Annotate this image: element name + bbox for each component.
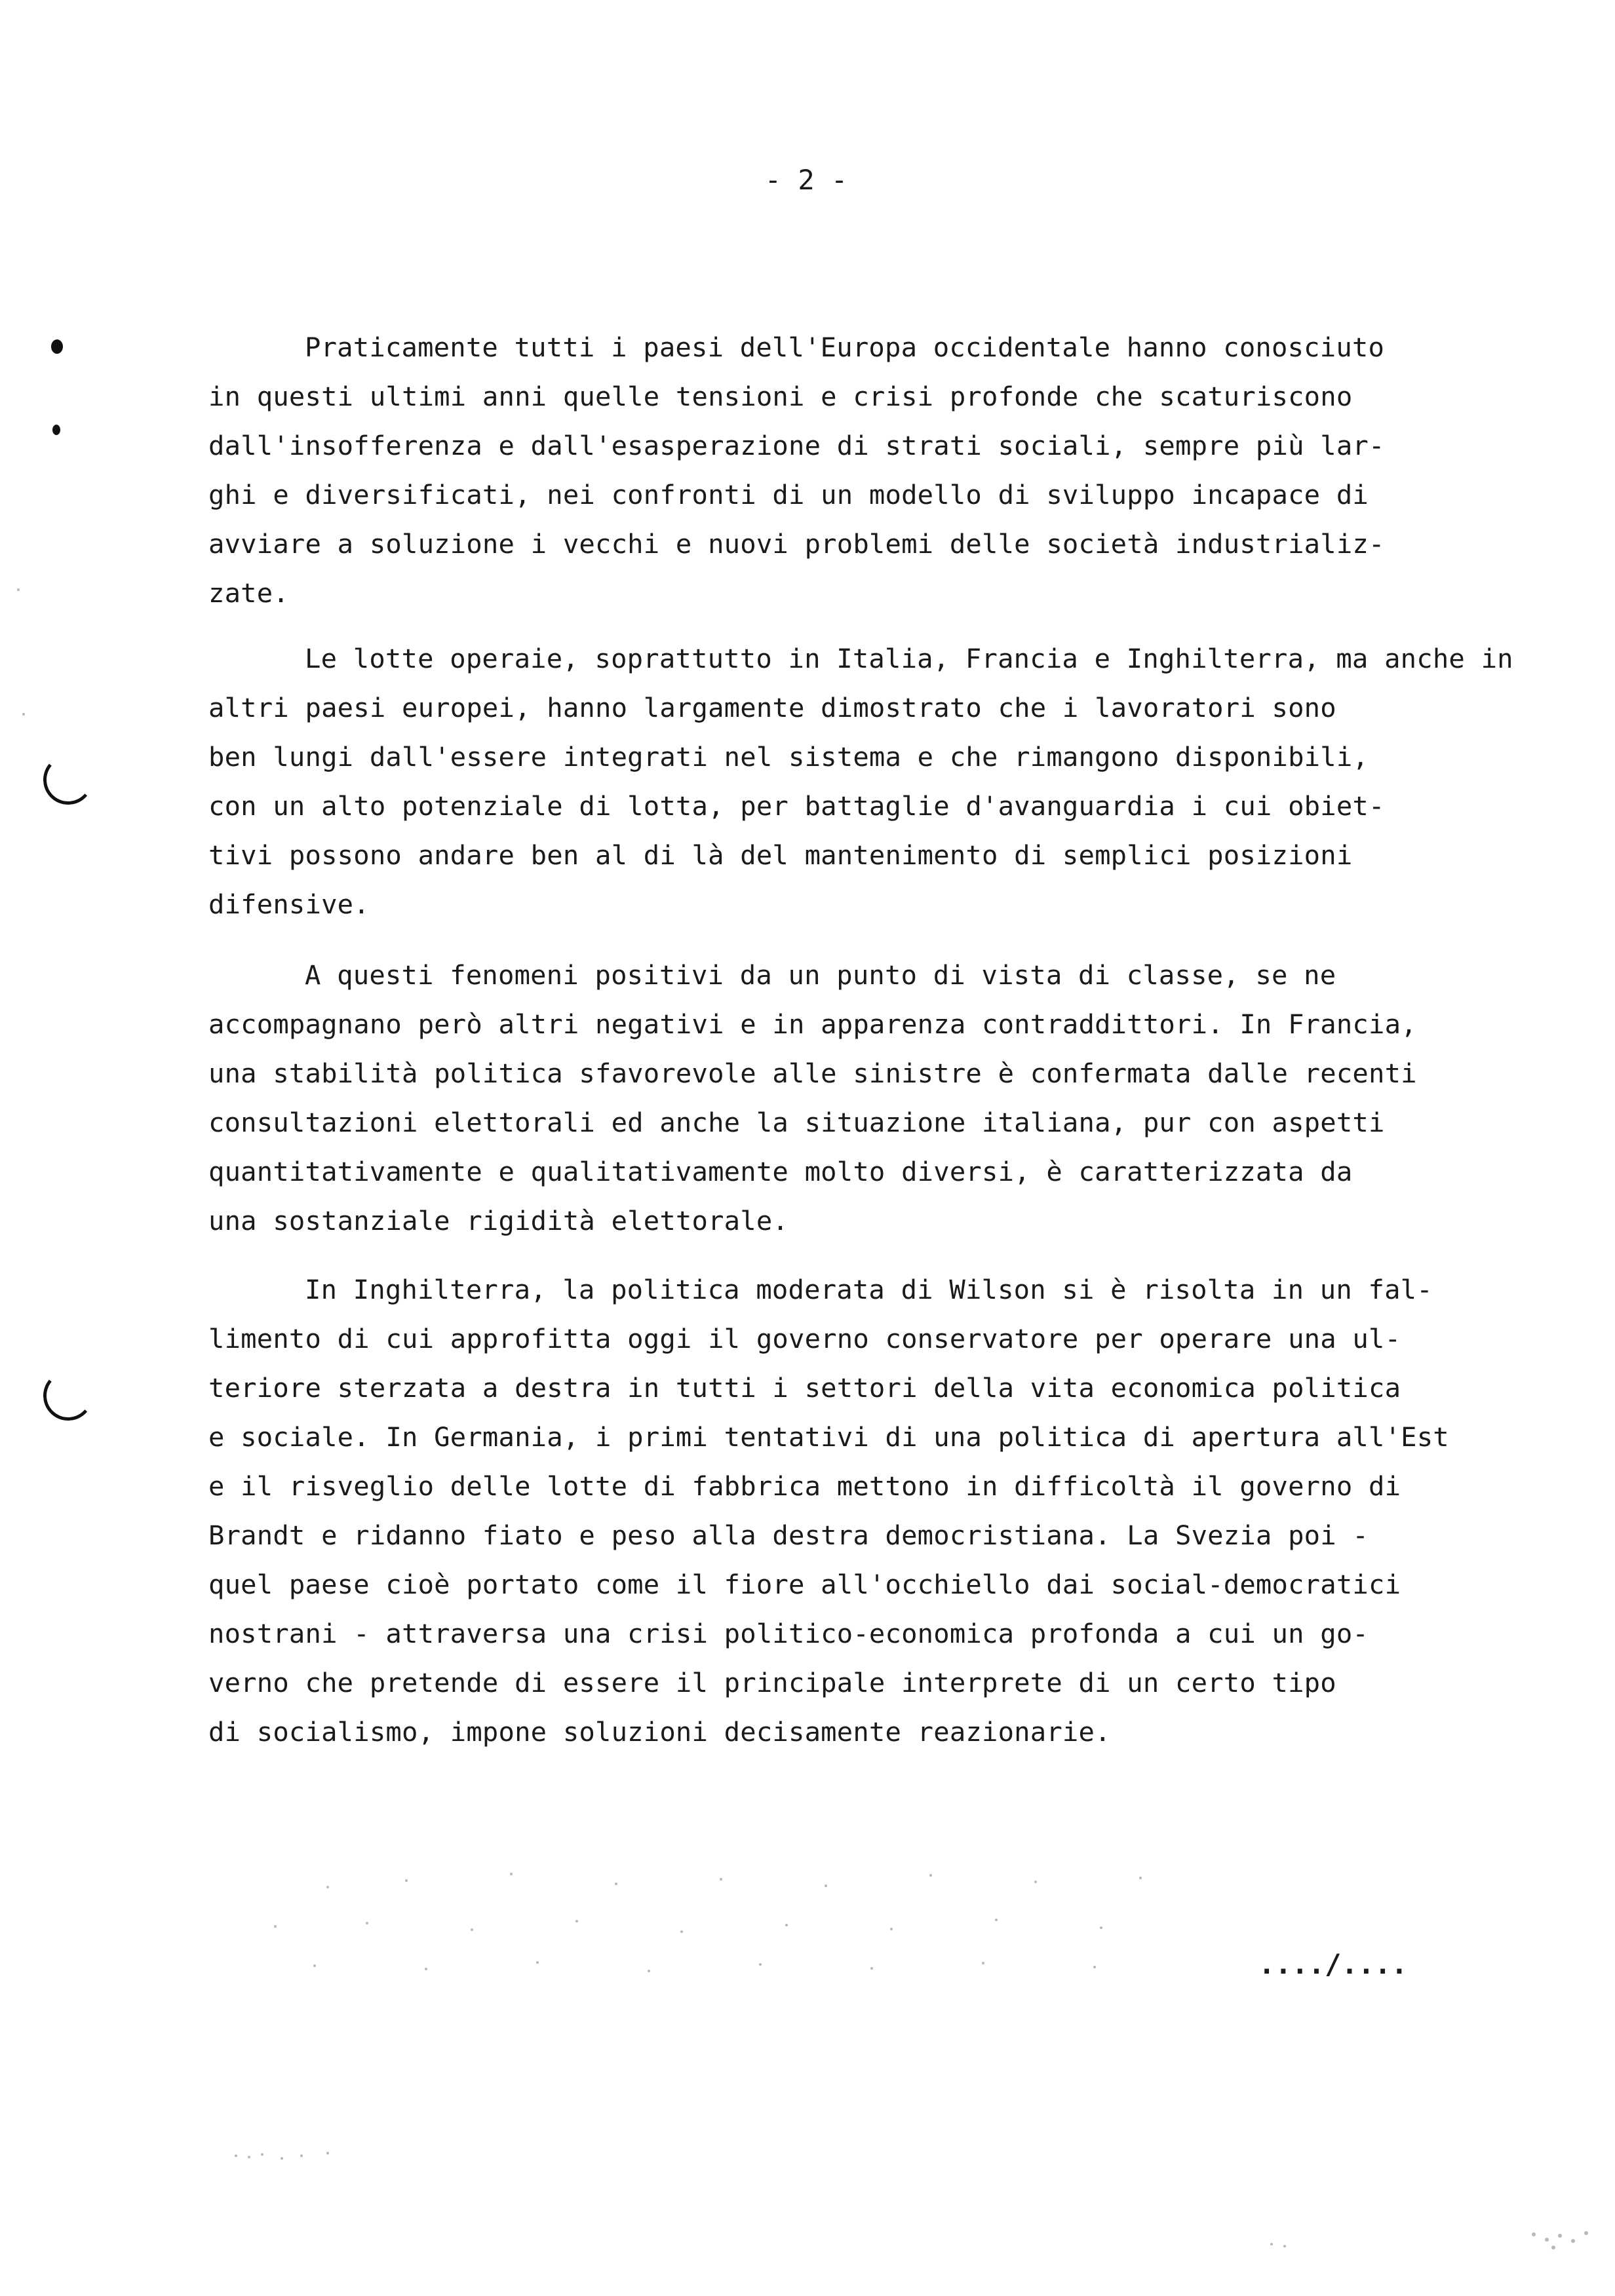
- margin-dot-mark: [52, 425, 60, 435]
- text-line: di socialismo, impone soluzioni decisamente reazionarie.: [208, 1716, 1111, 1748]
- text-line: avviare a soluzione i vecchi e nuovi problemi delle società industrializ-: [208, 528, 1385, 560]
- text-line: quel paese cioè portato come il fiore all'occhiello dai social-democratici: [208, 1569, 1401, 1600]
- text-line: dall'insofferenza e dall'esasperazione di strati sociali, sempre più lar-: [208, 430, 1385, 461]
- text-line: e sociale. In Germania, i primi tentativi di una politica di apertura all'Est: [208, 1421, 1449, 1453]
- margin-dot-mark: [51, 339, 63, 354]
- text-line: Le lotte operaie, soprattutto in Italia, Francia e Inghilterra, ma anche in: [305, 643, 1513, 674]
- text-line: quantitativamente e qualitativamente molto diversi, è caratterizzata da: [208, 1156, 1353, 1187]
- text-line: Praticamente tutti i paesi dell'Europa occidentale hanno conosciuto: [305, 332, 1385, 363]
- text-line: e il risveglio delle lotte di fabbrica mettono in difficoltà il governo di: [208, 1470, 1401, 1502]
- text-line: accompagnano però altri negativi e in apparenza contraddittori. In Francia,: [208, 1008, 1417, 1040]
- text-line: In Inghilterra, la politica moderata di Wilson si è risolta in un fal-: [305, 1274, 1433, 1305]
- text-line: limento di cui approfitta oggi il governo conservatore per operare una ul-: [208, 1323, 1401, 1354]
- binder-hole-mark: [41, 753, 95, 807]
- text-line: con un alto potenziale di lotta, per battaglie d'avanguardia i cui obiet-: [208, 790, 1385, 822]
- text-line: difensive.: [208, 889, 370, 920]
- text-line: nostrani - attraversa una crisi politico-economica profonda a cui un go-: [208, 1618, 1369, 1649]
- text-line: altri paesi europei, hanno largamente dimostrato che i lavoratori sono: [208, 692, 1336, 723]
- text-line: in questi ultimi anni quelle tensioni e crisi profonde che scaturiscono: [208, 381, 1353, 412]
- text-line: consultazioni elettorali ed anche la situazione italiana, pur con aspetti: [208, 1107, 1385, 1138]
- text-line: zate.: [208, 577, 289, 609]
- text-line: teriore sterzata a destra in tutti i settori della vita economica politica: [208, 1372, 1401, 1404]
- text-line: Brandt e ridanno fiato e peso alla destra democristiana. La Svezia poi -: [208, 1520, 1369, 1551]
- text-line: una sostanziale rigidità elettorale.: [208, 1205, 788, 1236]
- binder-hole-mark: [41, 1369, 95, 1423]
- text-line: ben lungi dall'essere integrati nel sistema e che rimangono disponibili,: [208, 741, 1369, 773]
- text-line: una stabilità politica sfavorevole alle sinistre è confermata dalle recenti: [208, 1058, 1417, 1089]
- text-line: verno che pretende di essere il principale interprete di un certo tipo: [208, 1667, 1336, 1698]
- continuation-mark: ..../....: [1258, 1948, 1408, 1980]
- text-line: tivi possono andare ben al di là del mantenimento di semplici posizioni: [208, 839, 1353, 871]
- text-line: A questi fenomeni positivi da un punto di vista di classe, se ne: [305, 959, 1336, 991]
- page-number: - 2 -: [764, 164, 848, 196]
- text-line: ghi e diversificati, nei confronti di un modello di sviluppo incapace di: [208, 479, 1369, 510]
